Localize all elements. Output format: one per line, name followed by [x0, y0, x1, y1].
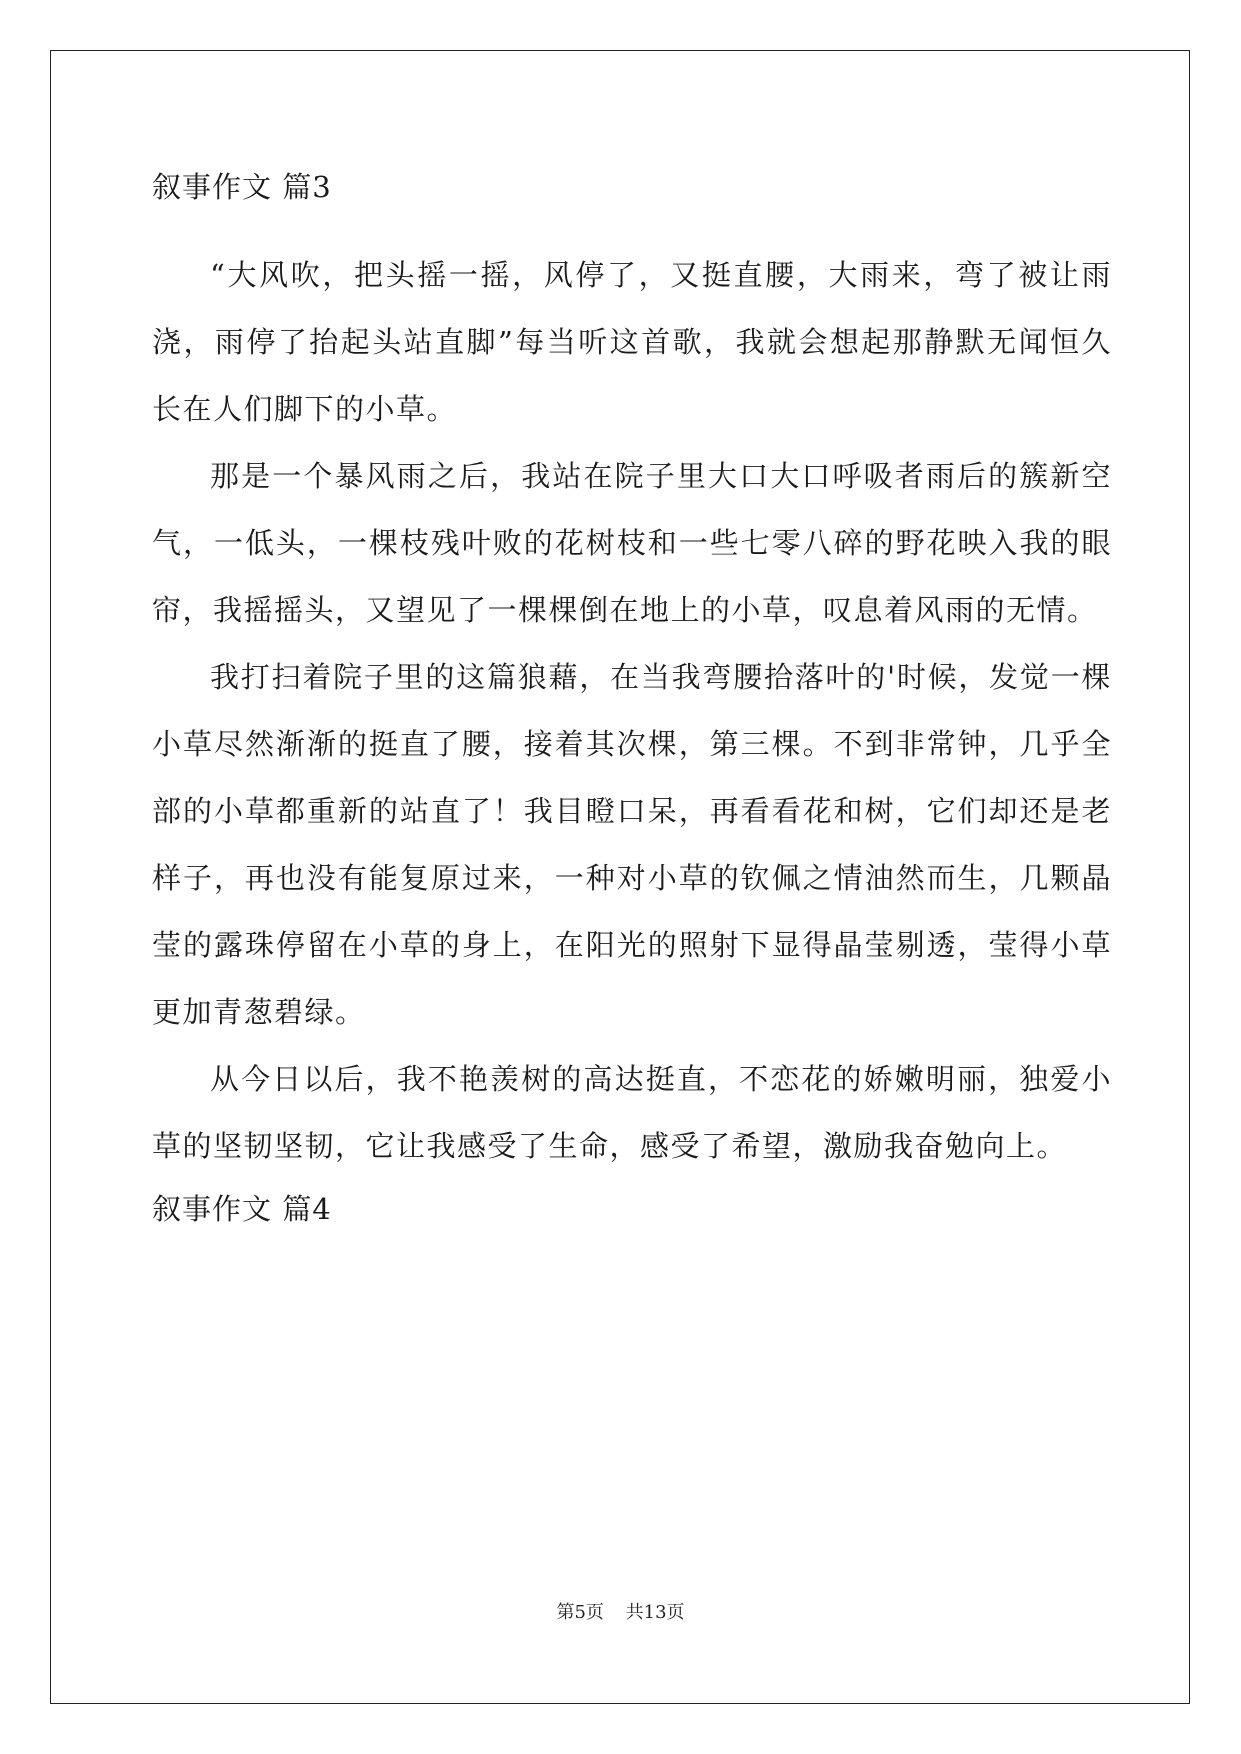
section-heading-4: 叙事作文 篇4 [152, 1192, 332, 1226]
section-heading-3: 叙事作文 篇3 [152, 170, 332, 204]
paragraph-3: 我打扫着院子里的这篇狼藉，在当我弯腰拾落叶的'时候，发觉一棵小草尽然渐渐的挺直了腰，接着其次棵，第三棵。不到非常钟，几乎全部的小草都重新的站直了！我目瞪口呆，再看看花和树，它们却还是老样子，再也没有能复原过来，一种对小草的钦佩之情油然而生，几颗晶莹的露珠停留在小草的身上，在阳光的照射下显得晶莹剔透，莹得小草更加青葱碧绿。 [152, 660, 1112, 1029]
page-number: 第5页 [556, 1602, 604, 1623]
paragraph-2: 那是一个暴风雨之后，我站在院子里大口大口呼吸者雨后的簇新空气，一低头，一棵枝残叶败的花树枝和一些七零八碎的野花映入我的眼帘，我摇摇头，又望见了一棵棵倒在地上的小草，叹息着风雨的无情。 [152, 459, 1112, 627]
paragraph-4: 从今日以后，我不艳羡树的高达挺直，不恋花的娇嫩明丽，独爱小草的坚韧坚韧，它让我感受了生命，感受了希望，激励我奋勉向上。 [152, 1062, 1112, 1163]
page-total: 共13页 [625, 1602, 685, 1623]
page-footer [0, 1598, 1241, 1624]
document-body [152, 158, 1112, 1238]
spacer [152, 216, 1112, 242]
paragraph-1: “大风吹，把头摇一摇，风停了，又挺直腰，大雨来，弯了被让雨浇，雨停了抬起头站直脚”每当听这首歌，我就会想起那静默无闻恒久长在人们脚下的小草。 [152, 258, 1112, 426]
